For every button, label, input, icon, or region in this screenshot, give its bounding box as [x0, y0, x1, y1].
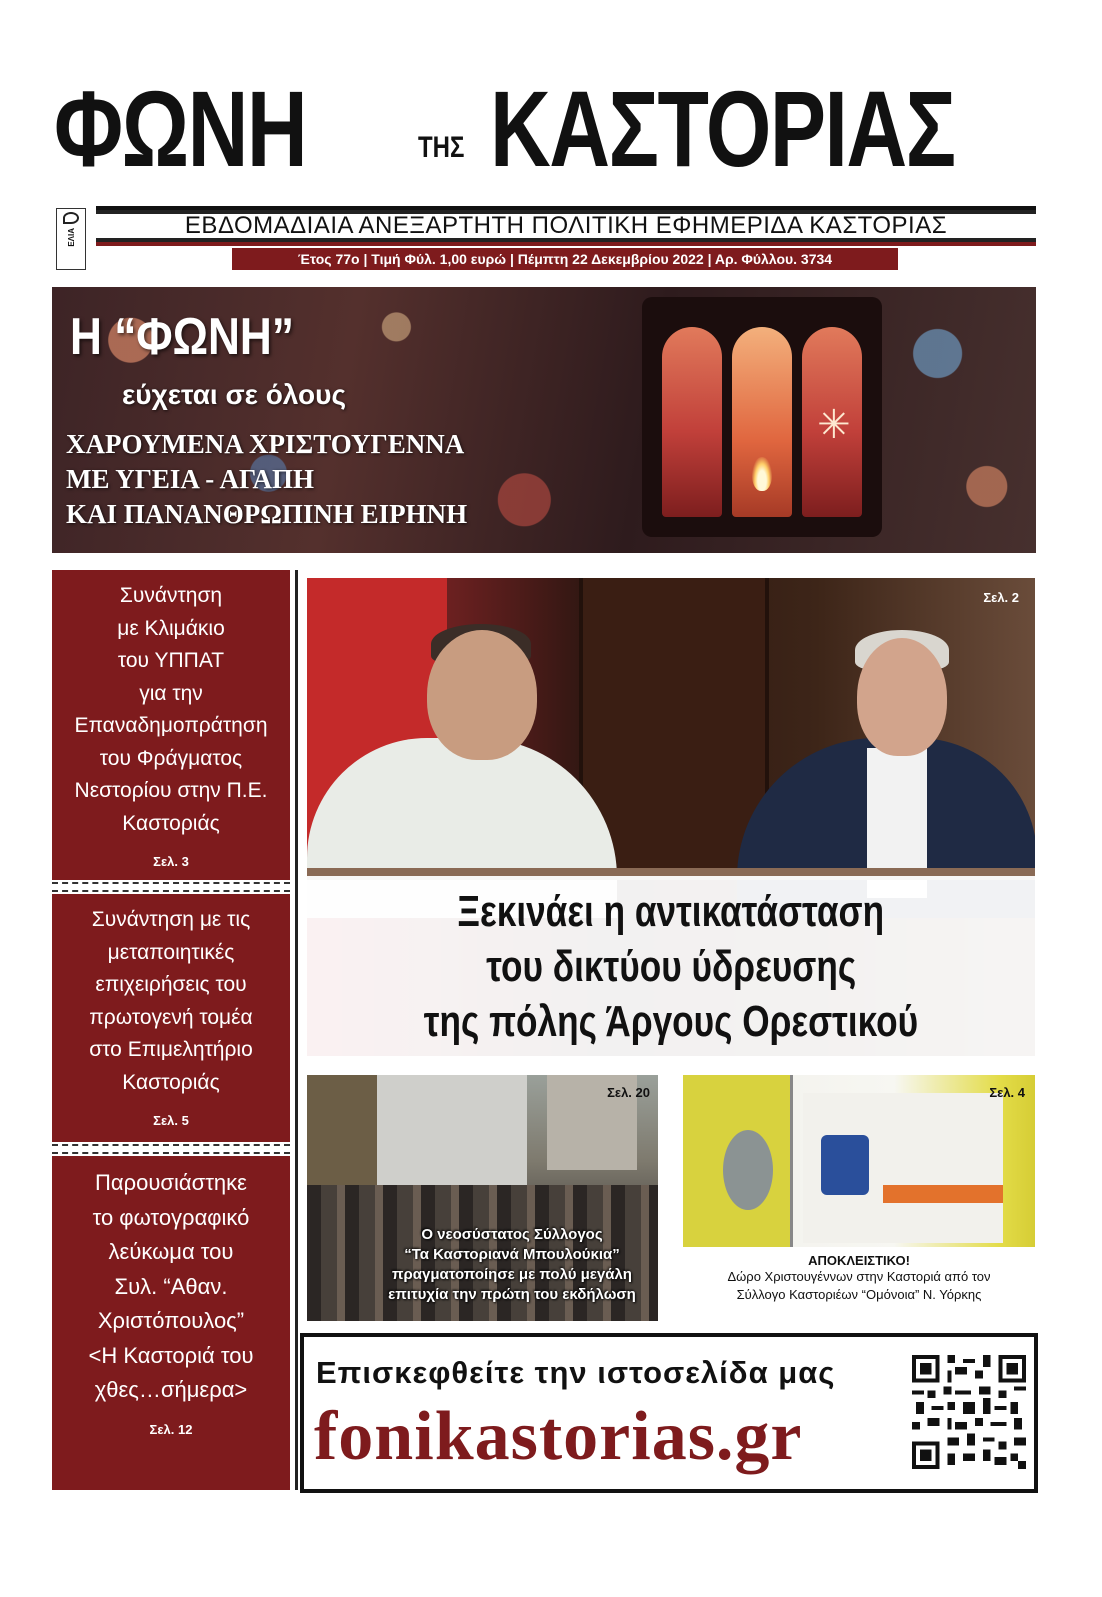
main-story[interactable]: [307, 578, 1035, 1056]
sidebar-line: <Η Καστοριά του: [88, 1342, 254, 1368]
christmas-greeting-banner: [52, 287, 1036, 553]
caption-line: “Τα Καστοριανά Μπουλούκια”: [404, 1246, 620, 1263]
sidebar-line: το φωτογραφικό: [92, 1204, 250, 1230]
sidebar-line: Καστοριάς: [122, 1070, 220, 1094]
page-ref: Σελ. 3: [153, 854, 189, 869]
story-ambulance[interactable]: [683, 1075, 1035, 1321]
masthead-title-right: ΚΑΣΤΟΡΙΑΣ: [490, 68, 955, 189]
sidebar-line: Παρουσιάστηκε: [95, 1170, 247, 1195]
sidebar-story-text: [81, 894, 261, 1099]
olive-leaf-icon: [63, 212, 79, 224]
caption-line: πραγματοποίησε με πολύ μεγάλη: [392, 1266, 632, 1283]
headline-line: Ξεκινάει η αντικατάσταση: [457, 886, 885, 936]
divider: [52, 1144, 290, 1154]
sidebar-story-text: [66, 570, 275, 840]
masthead-title-left: ΦΩΝΗ: [54, 68, 307, 189]
greeting-line: ΜΕ ΥΓΕΙΑ - ΑΓΑΠΗ: [66, 464, 315, 494]
sidebar-story-1[interactable]: [52, 570, 290, 880]
qr-code-icon[interactable]: [912, 1355, 1026, 1469]
sidebar-line: Συνάντηση με τις: [91, 908, 251, 931]
sidebar-line: με Κλιμάκιο: [117, 616, 225, 640]
caption-line: Ο νεοσύστατος Σύλλογος: [421, 1226, 603, 1243]
caption-line: επιτυχία την πρώτη του εκδήλωση: [388, 1286, 636, 1303]
website-link[interactable]: fonikastorias.gr: [314, 1398, 803, 1475]
star-icon: ✳: [817, 403, 851, 447]
ambulance-image: [683, 1075, 1035, 1247]
story-event[interactable]: [307, 1075, 658, 1321]
sidebar-line: χθες…σήμερα>: [94, 1377, 248, 1402]
headline-line: της πόλης Άργους Ορεστικού: [423, 996, 919, 1046]
sidebar: [52, 570, 290, 1490]
sidebar-line: Νεστορίου στην Π.Ε.: [74, 779, 268, 802]
greeting-title: Η “ΦΩΝΗ”: [70, 308, 294, 366]
masthead-title-mid: ΤΗΣ: [418, 131, 465, 164]
page-ref: Σελ. 20: [607, 1085, 650, 1100]
sidebar-line: πρωτογενή τομέα: [89, 1005, 253, 1029]
sidebar-line: Συνάντηση: [119, 584, 223, 607]
column-rule: [295, 570, 298, 1490]
divider: [52, 882, 290, 892]
candle-flame-icon: [752, 457, 772, 491]
headline-line: του δικτύου ύδρευσης: [486, 941, 856, 991]
caption-line: Δώρο Χριστουγέννων στην Καστοριά από τον: [727, 1269, 991, 1284]
masthead: [50, 68, 1040, 189]
issue-info: Έτος 77ο | Τιμή Φύλ. 1,00 ευρώ | Πέμπτη 22 Δεκεμβρίου 2022 | Αρ. Φύλλου. 3734: [232, 248, 898, 270]
sidebar-line: Επαναδημοπράτηση: [74, 714, 268, 737]
greeting-subtitle: εύχεται σε όλους: [122, 379, 346, 410]
person-right-head: [857, 638, 947, 756]
publisher-logo: [56, 208, 86, 270]
sidebar-line: Χριστόπουλος”: [97, 1308, 245, 1333]
website-promo[interactable]: [300, 1333, 1038, 1493]
sidebar-line: λεύκωμα του: [108, 1239, 234, 1264]
sidebar-story-3[interactable]: [52, 1156, 290, 1490]
sidebar-line: Συλ. “Αθαν.: [114, 1273, 228, 1299]
sidebar-line: για την: [139, 681, 203, 705]
greeting-line: ΧΑΡΟΥΜΕΝΑ ΧΡΙΣΤΟΥΓΕΝΝΑ: [66, 429, 465, 459]
page-ref: Σελ. 12: [149, 1421, 193, 1437]
page-ref: Σελ. 2: [983, 590, 1019, 605]
story-caption: [367, 1225, 657, 1305]
sidebar-story-2[interactable]: [52, 894, 290, 1142]
person-left-head: [427, 630, 537, 760]
page-ref: Σελ. 4: [989, 1085, 1025, 1100]
medical-bag-icon: [821, 1135, 869, 1195]
building-image: [377, 1075, 527, 1185]
main-headline: [307, 876, 1035, 1056]
sidebar-line: μεταποιητικές: [107, 940, 235, 964]
tagline: ΕΒΔΟΜΑΔΙΑΙΑ ΑΝΕΞΑΡΤΗΤΗ ΠΟΛΙΤΙΚΗ ΕΦΗΜΕΡΙΔΑ ΚΑΣΤΟΡΙΑΣ: [184, 212, 948, 239]
lantern-image: [622, 287, 902, 553]
sidebar-story-text: [80, 1156, 261, 1408]
caption-line: Σύλλογο Καστοριέων “Ομόνοια” Ν. Υόρκης: [736, 1287, 982, 1302]
sidebar-line: του Φράγματος: [99, 746, 243, 770]
background-door: [579, 578, 769, 868]
greeting-message: [66, 427, 467, 532]
tagline-bar: [96, 206, 1036, 246]
publisher-logo-text: ΕΛΙΑ: [66, 228, 76, 247]
page-ref: Σελ. 5: [153, 1113, 189, 1128]
sidebar-line: Καστοριάς: [122, 811, 220, 835]
story-caption: [683, 1247, 1035, 1321]
greeting-line: ΚΑΙ ΠΑΝΑΝΘΡΩΠΙΝΗ ΕΙΡΗΝΗ: [66, 499, 468, 529]
promo-text: Επισκεφθείτε την ιστοσελίδα μας: [316, 1355, 836, 1390]
story-kicker: ΑΠΟΚΛΕΙΣΤΙΚΟ!: [808, 1253, 910, 1268]
sidebar-line: στο Επιμελητήριο: [89, 1038, 253, 1061]
sidebar-line: του ΥΠΠΑΤ: [117, 649, 225, 672]
sidebar-line: επιχειρήσεις του: [95, 973, 247, 996]
